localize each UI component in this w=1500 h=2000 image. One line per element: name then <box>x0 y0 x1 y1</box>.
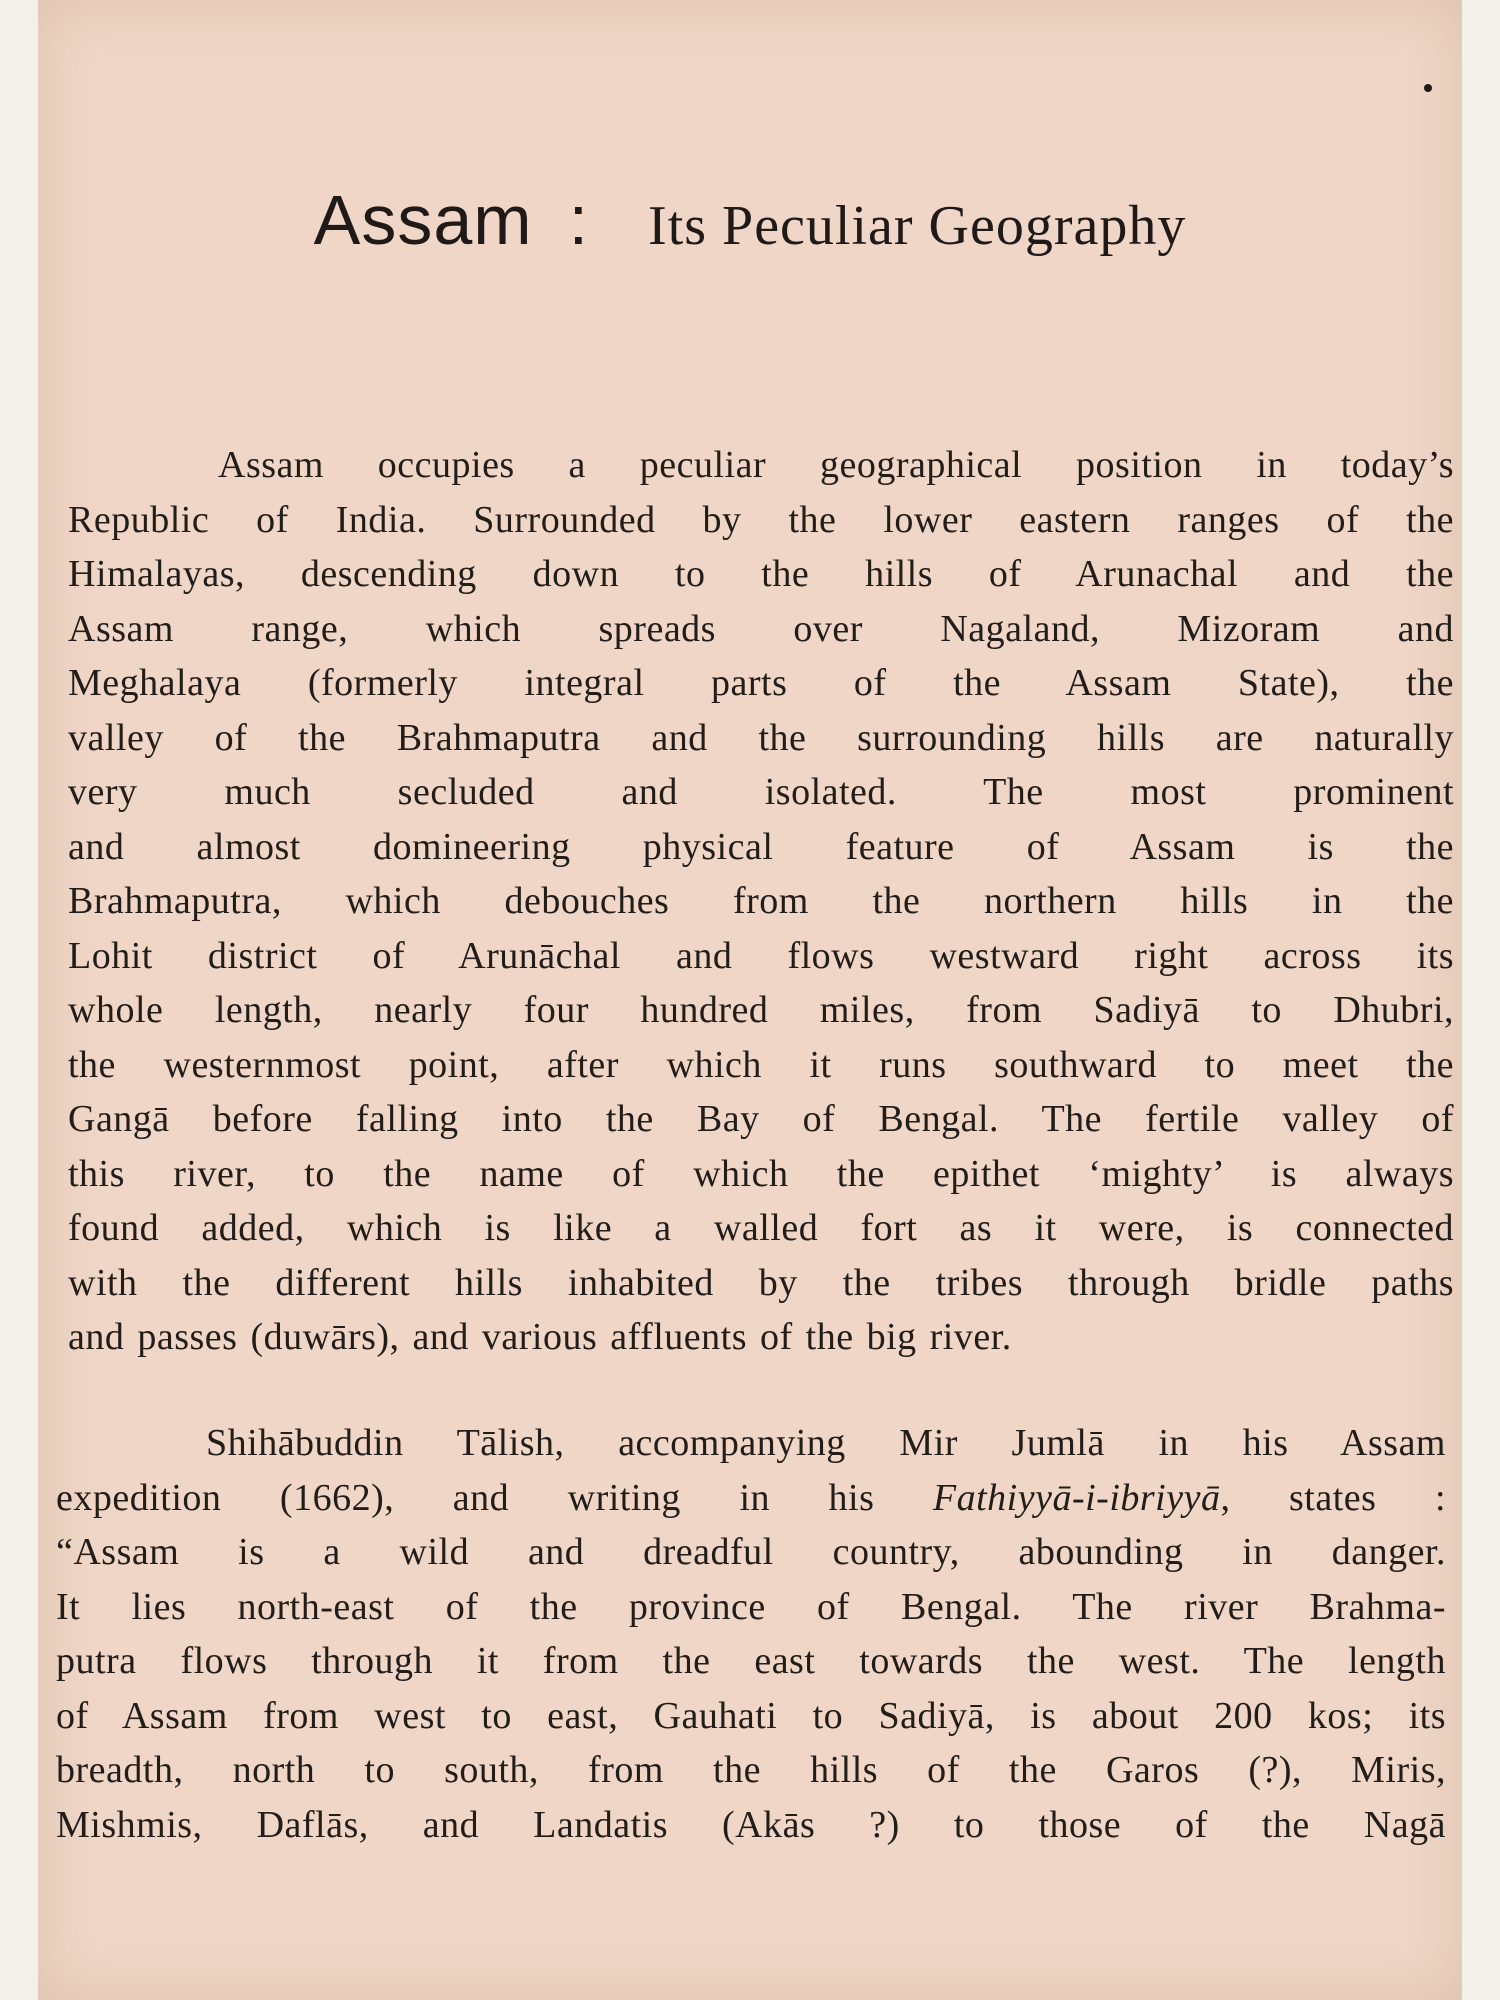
text-line: Assam occupies a peculiar geographical position in today’s <box>218 444 1454 486</box>
paragraph-2 <box>56 1416 1446 1852</box>
text-line: Meghalaya (formerly integral parts of the Assam State), the <box>68 662 1454 704</box>
text-line: very much secluded and isolated. The most prominent <box>68 771 1454 813</box>
ink-dot-mark <box>1424 84 1432 92</box>
text-line: putra flows through it from the east towards the west. The length <box>56 1640 1446 1682</box>
text-line: valley of the Brahmaputra and the surrounding hills are naturally <box>68 716 1454 759</box>
text-line: Gangā before falling into the Bay of Bengal. The fertile valley of <box>68 1098 1454 1140</box>
text-line: Republic of India. Surrounded by the lower eastern ranges of the <box>68 498 1454 541</box>
text-line: Brahmaputra, which debouches from the northern hills in the <box>68 880 1454 922</box>
text-line: this river, to the name of which the epithet ‘mighty’ is always <box>68 1152 1454 1195</box>
text-line: with the different hills inhabited by the tribes through bridle paths <box>68 1261 1454 1304</box>
text-line: of Assam from west to east, Gauhati to Sadiyā, is about 200 kos; its <box>56 1694 1446 1737</box>
line-text: expedition (1662), and writing in his <box>56 1476 875 1519</box>
title-separator: : <box>568 181 589 259</box>
text-line: Shihābuddin Tālish, accompanying Mir Jumlā in his Assam <box>206 1422 1446 1464</box>
text-line: Assam range, which spreads over Nagaland, Mizoram and <box>68 607 1454 650</box>
text-line: “Assam is a wild and dreadful country, abounding in danger. <box>56 1531 1446 1573</box>
text-line: Lohit district of Arunāchal and flows westward right across its <box>68 934 1454 977</box>
text-line: and almost domineering physical feature of Assam is the <box>68 825 1454 868</box>
text-line: found added, which is like a walled fort as it were, is connected <box>68 1207 1454 1249</box>
paragraph-1 <box>68 438 1454 1365</box>
text-line: It lies north-east of the province of Bengal. The river Brahma- <box>56 1585 1446 1628</box>
italic-book-title: Fathiyyā-i-ibriyyā <box>932 1476 1221 1519</box>
line-text-tail: , states : <box>1220 1476 1446 1519</box>
text-line: the westernmost point, after which it runs southward to meet the <box>68 1043 1454 1086</box>
page-title <box>38 180 1462 260</box>
text-line: Mishmis, Daflās, and Landatis (Akās ?) to those of the Nagā <box>56 1803 1446 1846</box>
text-line: and passes (duwārs), and various affluents of the big river. <box>68 1316 1012 1358</box>
text-line: breadth, north to south, from the hills of the Garos (?), Miris, <box>56 1749 1446 1791</box>
text-line: Himalayas, descending down to the hills of Arunachal and the <box>68 553 1454 595</box>
title-subtitle: Its Peculiar Geography <box>648 195 1187 257</box>
book-page <box>38 0 1462 2000</box>
text-line: whole length, nearly four hundred miles, from Sadiyā to Dhubri, <box>68 989 1454 1031</box>
text-line-with-italic <box>56 1471 1446 1526</box>
title-main: Assam <box>313 181 533 259</box>
